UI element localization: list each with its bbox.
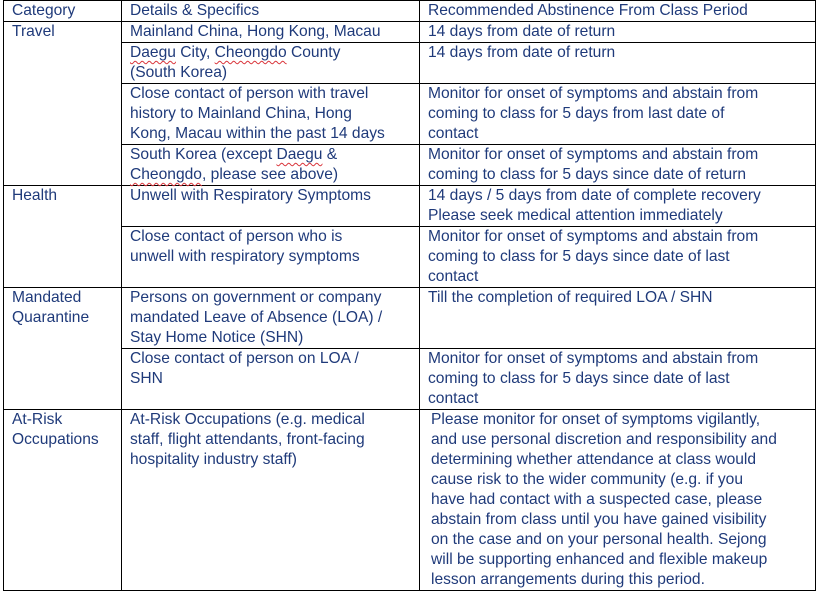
recommendation-cell <box>420 84 816 145</box>
table-row <box>4 145 816 186</box>
recommendation-text: Please seek medical attention immediately <box>428 207 723 224</box>
table-row <box>4 43 816 84</box>
details-text: SHN <box>130 370 163 387</box>
recommendation-text: Monitor for onset of symptoms and abstain from <box>428 146 759 163</box>
spellcheck-word: Cheongdo <box>130 166 202 183</box>
recommendation-cell <box>420 288 816 349</box>
details-cell <box>122 145 420 186</box>
table-row <box>4 84 816 145</box>
category-label: Mandated <box>12 289 82 306</box>
category-label: Health <box>12 187 58 204</box>
category-label: Travel <box>12 23 55 40</box>
table-row <box>4 288 816 349</box>
table-row <box>4 410 816 591</box>
recommendation-text: coming to class for 5 days since date of last <box>428 370 730 387</box>
recommendation-text: 14 days from date of return <box>428 44 616 61</box>
details-text <box>130 165 419 185</box>
details-text-part: South Korea (except <box>130 146 277 163</box>
category-mandated-quarantine <box>4 288 122 410</box>
spellcheck-word: Cheongdo <box>214 44 287 61</box>
details-text-part: & <box>322 146 338 163</box>
details-text: unwell with respiratory symptoms <box>130 248 360 265</box>
category-label: Occupations <box>12 431 99 448</box>
recommendation-text: contact <box>428 390 479 407</box>
details-text-part: County <box>286 44 341 61</box>
details-text: history to Mainland China, Hong <box>130 105 352 122</box>
recommendation-text: Monitor for onset of symptoms and abstain from <box>428 228 759 245</box>
details-text <box>130 145 419 165</box>
category-health <box>4 186 122 288</box>
details-text: Close contact of person on LOA / <box>130 350 359 367</box>
recommendation-cell <box>420 349 816 410</box>
details-text: staff, flight attendants, front-facing <box>130 431 365 448</box>
table-header-row <box>4 1 816 22</box>
category-label: At-Risk <box>12 411 63 428</box>
details-text: Kong, Macau within the past 14 days <box>130 125 385 142</box>
details-cell <box>122 349 420 410</box>
recommendation-text: 14 days / 5 days from date of complete recovery <box>428 187 761 204</box>
recommendation-text: lesson arrangements during this period. <box>431 571 705 588</box>
category-at-risk-occupations <box>4 410 122 591</box>
details-cell <box>122 186 420 227</box>
table-row <box>4 22 816 43</box>
recommendation-text: will be supporting enhanced and flexible makeup <box>431 551 768 568</box>
recommendation-cell <box>420 145 816 186</box>
details-cell <box>122 410 420 591</box>
recommendation-cell <box>420 410 816 591</box>
details-text: Persons on government or company <box>130 289 382 306</box>
recommendation-cell <box>420 22 816 43</box>
details-text: Unwell with Respiratory Symptoms <box>130 187 371 204</box>
recommendation-text: Monitor for onset of symptoms and abstain from <box>428 85 759 102</box>
recommendation-text: Monitor for onset of symptoms and abstain from <box>428 350 759 367</box>
recommendation-text: on the case and on your personal health. Sejong <box>431 531 767 548</box>
recommendation-text: have had contact with a suspected case, please <box>431 491 763 508</box>
header-recommended: Recommended Abstinence From Class Period <box>420 1 816 22</box>
recommendation-text: and use personal discretion and responsibility and <box>431 431 777 448</box>
recommendation-text: contact <box>428 268 479 285</box>
details-cell <box>122 22 420 43</box>
details-cell <box>122 227 420 288</box>
recommendation-text: Please monitor for onset of symptoms vigilantly, <box>431 411 761 428</box>
details-text: mandated Leave of Absence (LOA) / <box>130 309 383 326</box>
spellcheck-word: Daegu <box>276 146 323 163</box>
recommendation-cell <box>420 227 816 288</box>
recommendation-text: coming to class for 5 days since date of last <box>428 248 730 265</box>
recommendation-text: 14 days from date of return <box>428 23 616 40</box>
details-text: Mainland China, Hong Kong, Macau <box>130 23 381 40</box>
recommendation-text: abstain from class until you have gained visibility <box>431 511 767 528</box>
details-text-part: City, <box>175 44 215 61</box>
table-row <box>4 227 816 288</box>
recommendation-text: Till the completion of required LOA / SHN <box>428 289 713 306</box>
details-cell <box>122 43 420 84</box>
details-text: Close contact of person who is <box>130 228 343 245</box>
category-label: Quarantine <box>12 309 90 326</box>
details-text: Close contact of person with travel <box>130 85 369 102</box>
header-details: Details & Specifics <box>122 1 420 22</box>
details-text: At-Risk Occupations (e.g. medical <box>130 411 365 428</box>
recommendation-text: determining whether attendance at class would <box>431 451 757 468</box>
details-cell <box>122 84 420 145</box>
details-text: (South Korea) <box>130 64 228 81</box>
details-text-part: , please see above) <box>201 166 339 183</box>
recommendation-text: coming to class for 5 days from last date of <box>428 105 725 122</box>
recommendation-text: contact <box>428 125 479 142</box>
details-text <box>130 43 419 63</box>
details-cell <box>122 288 420 349</box>
recommendation-cell <box>420 186 816 227</box>
recommendation-text: cause risk to the wider community (e.g. if you <box>431 471 743 488</box>
table-row <box>4 349 816 410</box>
details-text: hospitality industry staff) <box>130 451 297 468</box>
recommendation-text: coming to class for 5 days since date of return <box>428 166 747 183</box>
header-category: Category <box>4 1 122 22</box>
category-travel <box>4 22 122 186</box>
recommendation-cell <box>420 43 816 84</box>
spellcheck-word: Daegu <box>130 44 176 61</box>
abstinence-policy-table <box>3 0 816 591</box>
details-text: Stay Home Notice (SHN) <box>130 329 304 346</box>
table-row <box>4 186 816 227</box>
